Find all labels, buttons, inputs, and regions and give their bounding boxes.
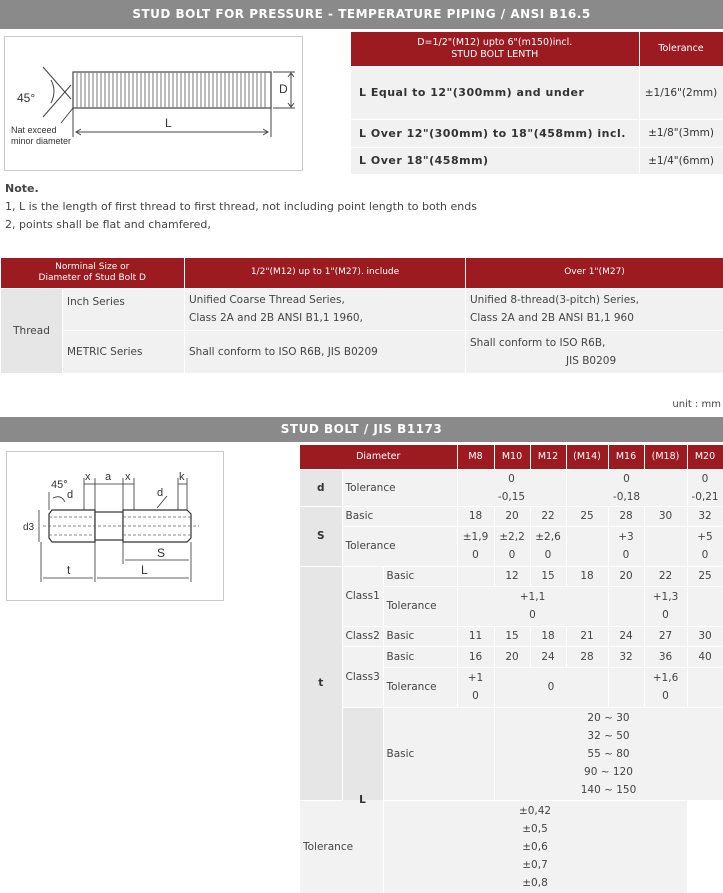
d-label: d: [300, 469, 342, 506]
thread-label: Thread: [1, 288, 63, 373]
value-cell: +1,6 0: [644, 667, 687, 707]
stud-bolt-drawing: [5, 37, 302, 170]
length-label: L Over 12"(300mm) to 18"(458mm) incl.: [351, 119, 639, 147]
value-cell: [644, 526, 687, 566]
tolerance-label: Tolerance: [383, 667, 457, 707]
value-cell: +3 0: [608, 526, 644, 566]
note-item: 2, points shall be flat and chamfered,: [5, 218, 211, 231]
value-cell: 20: [494, 506, 530, 526]
d-label: d: [157, 487, 164, 499]
angle-label: 45°: [17, 91, 36, 105]
value-cell: 18: [566, 566, 608, 586]
figure-note-line2: minor diameter: [11, 136, 72, 146]
series-spec: Unified Coarse Thread Series, Class 2A and 2B ANSI B1,1 1960,: [185, 288, 466, 330]
t-label: t: [67, 563, 71, 577]
table-row: [300, 506, 723, 526]
series-label: Inch Series: [63, 288, 185, 330]
value-cell: ±2,2 0: [494, 526, 530, 566]
d-tol-b: 0 -0,18: [566, 469, 687, 506]
size-header: (M18): [644, 445, 687, 469]
tolerance-label: Tolerance: [300, 800, 383, 893]
length-label: L Equal to 12"(300mm) and under: [351, 66, 639, 119]
basic-label: Basic: [383, 646, 457, 667]
section3-title: STUD BOLT / JIS B1173: [0, 417, 723, 442]
series-spec: Shall conform to ISO R6B, JIS B0209: [466, 330, 723, 373]
section1-title: STUD BOLT FOR PRESSURE - TEMPERATURE PIPING / ANSI B16.5: [0, 0, 723, 29]
value-cell: [566, 526, 608, 566]
figure-note-line1: Nat exceed: [11, 125, 57, 135]
tolerance-label: Tolerance: [383, 586, 457, 626]
value-cell: 22: [644, 566, 687, 586]
notes: [5, 180, 477, 234]
s-label: S: [157, 546, 166, 560]
tolerance-value: ±1/8"(3mm): [639, 119, 723, 147]
length-label: L Over 18"(458mm): [351, 147, 639, 174]
table-row: [300, 646, 723, 667]
basic-label: Basic: [383, 566, 457, 586]
x-label: x: [85, 471, 91, 483]
value-cell: [687, 667, 723, 707]
diameter-header: Diameter: [300, 445, 457, 469]
value-cell: ±1,9 0: [457, 526, 494, 566]
value-cell: 30: [687, 626, 723, 646]
value-cell: 18: [457, 506, 494, 526]
value-cell: 27: [644, 626, 687, 646]
l-dimension-label: L: [165, 116, 172, 130]
table-row: [1, 330, 723, 373]
d3-label: d3: [23, 522, 35, 533]
stud-bolt-jis-drawing: [7, 452, 223, 600]
basic-label: Basic: [383, 707, 494, 800]
value-cell: [457, 566, 494, 586]
l-label: L: [342, 707, 383, 893]
series-spec: Unified 8-thread(3-pitch) Series, Class 2A and 2B ANSI B1,1 960: [466, 288, 723, 330]
stud-bolt-ansi-figure: [4, 36, 303, 171]
value-cell: 18: [530, 626, 566, 646]
note-item: 1, L is the length of first thread to first thread, not including point length to both ends: [5, 200, 477, 213]
d-tol-a: 0 -0,15: [457, 469, 566, 506]
value-cell: 24: [608, 626, 644, 646]
table-row: [300, 800, 723, 893]
nominal-size-header: Norminal Size or Diameter of Stud Bolt D: [1, 258, 185, 288]
series-spec: Shall conform to ISO R6B, JIS B0209: [185, 330, 466, 373]
value-cell: 36: [644, 646, 687, 667]
value-cell: 0: [494, 667, 608, 707]
large-size-header: Over 1"(M27): [466, 258, 723, 288]
size-header: M20: [687, 445, 723, 469]
table-row: [351, 147, 723, 174]
table-row: [300, 707, 723, 800]
x-label: x: [125, 471, 131, 483]
value-cell: [608, 667, 644, 707]
thread-series-table: [0, 258, 723, 374]
class1-label: Class1: [342, 566, 383, 626]
tolerance-label: Tolerance: [342, 526, 457, 566]
value-cell: 22: [530, 506, 566, 526]
value-cell: 15: [494, 626, 530, 646]
value-cell: [608, 586, 644, 626]
value-cell: 25: [566, 506, 608, 526]
k-label: k: [179, 471, 185, 483]
table-row: [1, 288, 723, 330]
value-cell: 12: [494, 566, 530, 586]
value-cell: 25: [687, 566, 723, 586]
tolerance-value: ±1/16"(2mm): [639, 66, 723, 119]
value-cell: 21: [566, 626, 608, 646]
unit-label: unit : mm: [672, 399, 721, 410]
l-label: L: [141, 563, 148, 577]
value-cell: +1,1 0: [457, 586, 608, 626]
s-label: S: [300, 506, 342, 566]
basic-label: Basic: [383, 626, 457, 646]
value-cell: 20: [608, 566, 644, 586]
tolerance-header: Tolerance: [639, 32, 723, 66]
table-row: [300, 626, 723, 646]
stud-bolt-jis-figure: [6, 451, 224, 601]
basic-label: Basic: [342, 506, 457, 526]
value-cell: 16: [457, 646, 494, 667]
value-cell: 40: [687, 646, 723, 667]
size-header: M8: [457, 445, 494, 469]
value-cell: +1 0: [457, 667, 494, 707]
length-header: D=1/2"(M12) upto 6"(m150)incl. STUD BOLT LENTH: [351, 32, 639, 66]
value-cell: 28: [608, 506, 644, 526]
value-cell: +5 0: [687, 526, 723, 566]
tolerance-label: Tolerance: [342, 469, 457, 506]
l-basic-values: 20 ~ 30 32 ~ 50 55 ~ 80 90 ~ 120 140 ~ 150: [494, 707, 723, 800]
d-dimension-label: D: [279, 82, 288, 96]
ansi-length-tolerance-table: [351, 32, 723, 174]
notes-title: Note.: [5, 182, 39, 195]
size-header: M12: [530, 445, 566, 469]
value-cell: 28: [566, 646, 608, 667]
size-header: M16: [608, 445, 644, 469]
d-tol-c: 0 -0,21: [687, 469, 723, 506]
t-label: t: [300, 566, 342, 800]
size-header: M10: [494, 445, 530, 469]
value-cell: +1,3 0: [644, 586, 687, 626]
value-cell: 11: [457, 626, 494, 646]
table-row: [300, 566, 723, 586]
value-cell: 20: [494, 646, 530, 667]
value-cell: 32: [687, 506, 723, 526]
value-cell: 32: [608, 646, 644, 667]
table-row: [300, 526, 723, 566]
class2-label: Class2: [342, 626, 383, 646]
d-label: d: [67, 489, 74, 501]
size-header: (M14): [566, 445, 608, 469]
value-cell: 24: [530, 646, 566, 667]
tolerance-value: ±1/4"(6mm): [639, 147, 723, 174]
value-cell: ±2,6 0: [530, 526, 566, 566]
jis-stud-bolt-table: [300, 445, 723, 893]
table-row: [300, 469, 723, 506]
value-cell: 30: [644, 506, 687, 526]
angle-label: 45°: [51, 479, 68, 491]
series-label: METRIC Series: [63, 330, 185, 373]
value-cell: 15: [530, 566, 566, 586]
value-cell: [687, 586, 723, 626]
small-size-header: 1/2"(M12) up to 1"(M27). include: [185, 258, 466, 288]
a-label: a: [105, 471, 112, 483]
table-row: [351, 119, 723, 147]
l-tolerance-values: ±0,42 ±0,5 ±0,6 ±0,7 ±0,8: [383, 800, 687, 893]
table-row: [351, 66, 723, 119]
class3-label: Class3: [342, 646, 383, 707]
